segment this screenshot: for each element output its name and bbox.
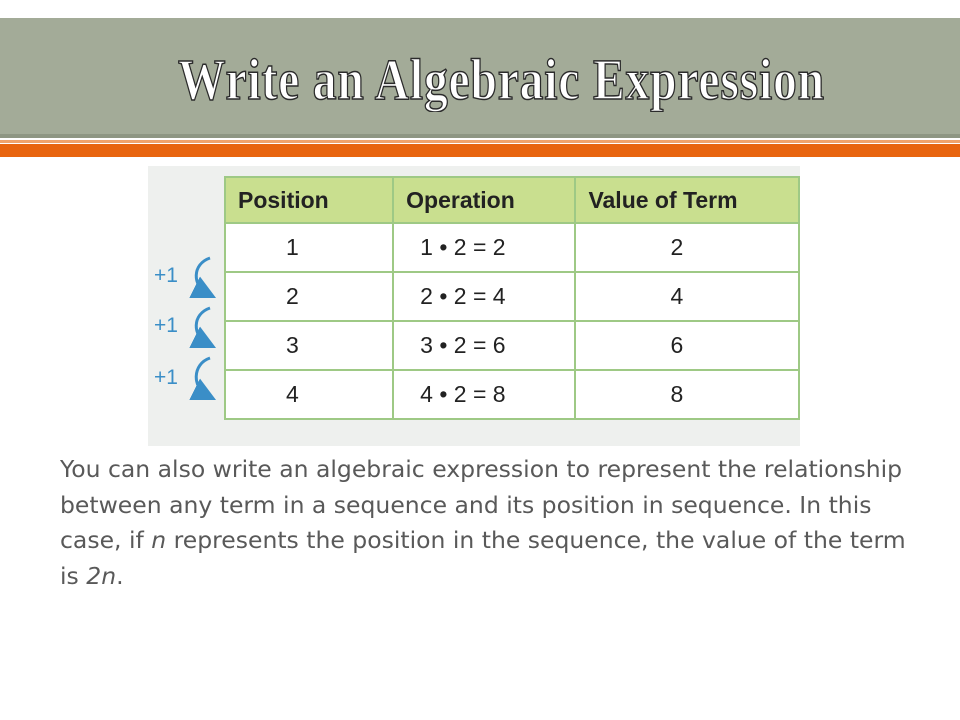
header-value: Value of Term — [575, 177, 799, 223]
cell-position: 3 — [225, 321, 393, 370]
cell-operation: 4 • 2 = 8 — [393, 370, 575, 419]
cell-position: 1 — [225, 223, 393, 272]
table-row — [225, 370, 799, 419]
sequence-figure — [148, 166, 800, 446]
left-arrow-3 — [196, 358, 210, 396]
variable-n: n — [151, 526, 167, 555]
slide-title: Write an Algebraic Expression — [178, 47, 825, 112]
left-increment-1: +1 — [154, 264, 178, 287]
left-increment-2: +1 — [154, 314, 178, 337]
table-row — [225, 223, 799, 272]
body-paragraph — [60, 452, 910, 595]
cell-position: 4 — [225, 370, 393, 419]
header-position: Position — [225, 177, 393, 223]
cell-position: 2 — [225, 272, 393, 321]
paragraph-part-1: You can also write an algebraic expression to represent the relationship between any term in a sequence and its position in sequence. In this case, if — [60, 455, 903, 555]
header-operation: Operation — [393, 177, 575, 223]
table-row — [225, 272, 799, 321]
cell-operation: 2 • 2 = 4 — [393, 272, 575, 321]
accent-rule-thick — [0, 144, 960, 157]
cell-value: 6 — [575, 321, 799, 370]
cell-operation: 3 • 2 = 6 — [393, 321, 575, 370]
left-arrow-2 — [196, 308, 210, 344]
table-header-row — [225, 177, 799, 223]
cell-value: 2 — [575, 223, 799, 272]
cell-operation: 1 • 2 = 2 — [393, 223, 575, 272]
left-arrow-1 — [196, 258, 210, 294]
cell-value: 4 — [575, 272, 799, 321]
table-row — [225, 321, 799, 370]
accent-rule-thin — [0, 140, 960, 143]
paragraph-part-3: . — [116, 562, 124, 591]
sequence-table — [224, 176, 800, 420]
expression-2n: 2n — [86, 562, 117, 591]
cell-value: 8 — [575, 370, 799, 419]
left-increment-3: +1 — [154, 366, 178, 389]
paragraph-part-2: represents the position in the sequence, the value of the term is — [60, 526, 906, 591]
